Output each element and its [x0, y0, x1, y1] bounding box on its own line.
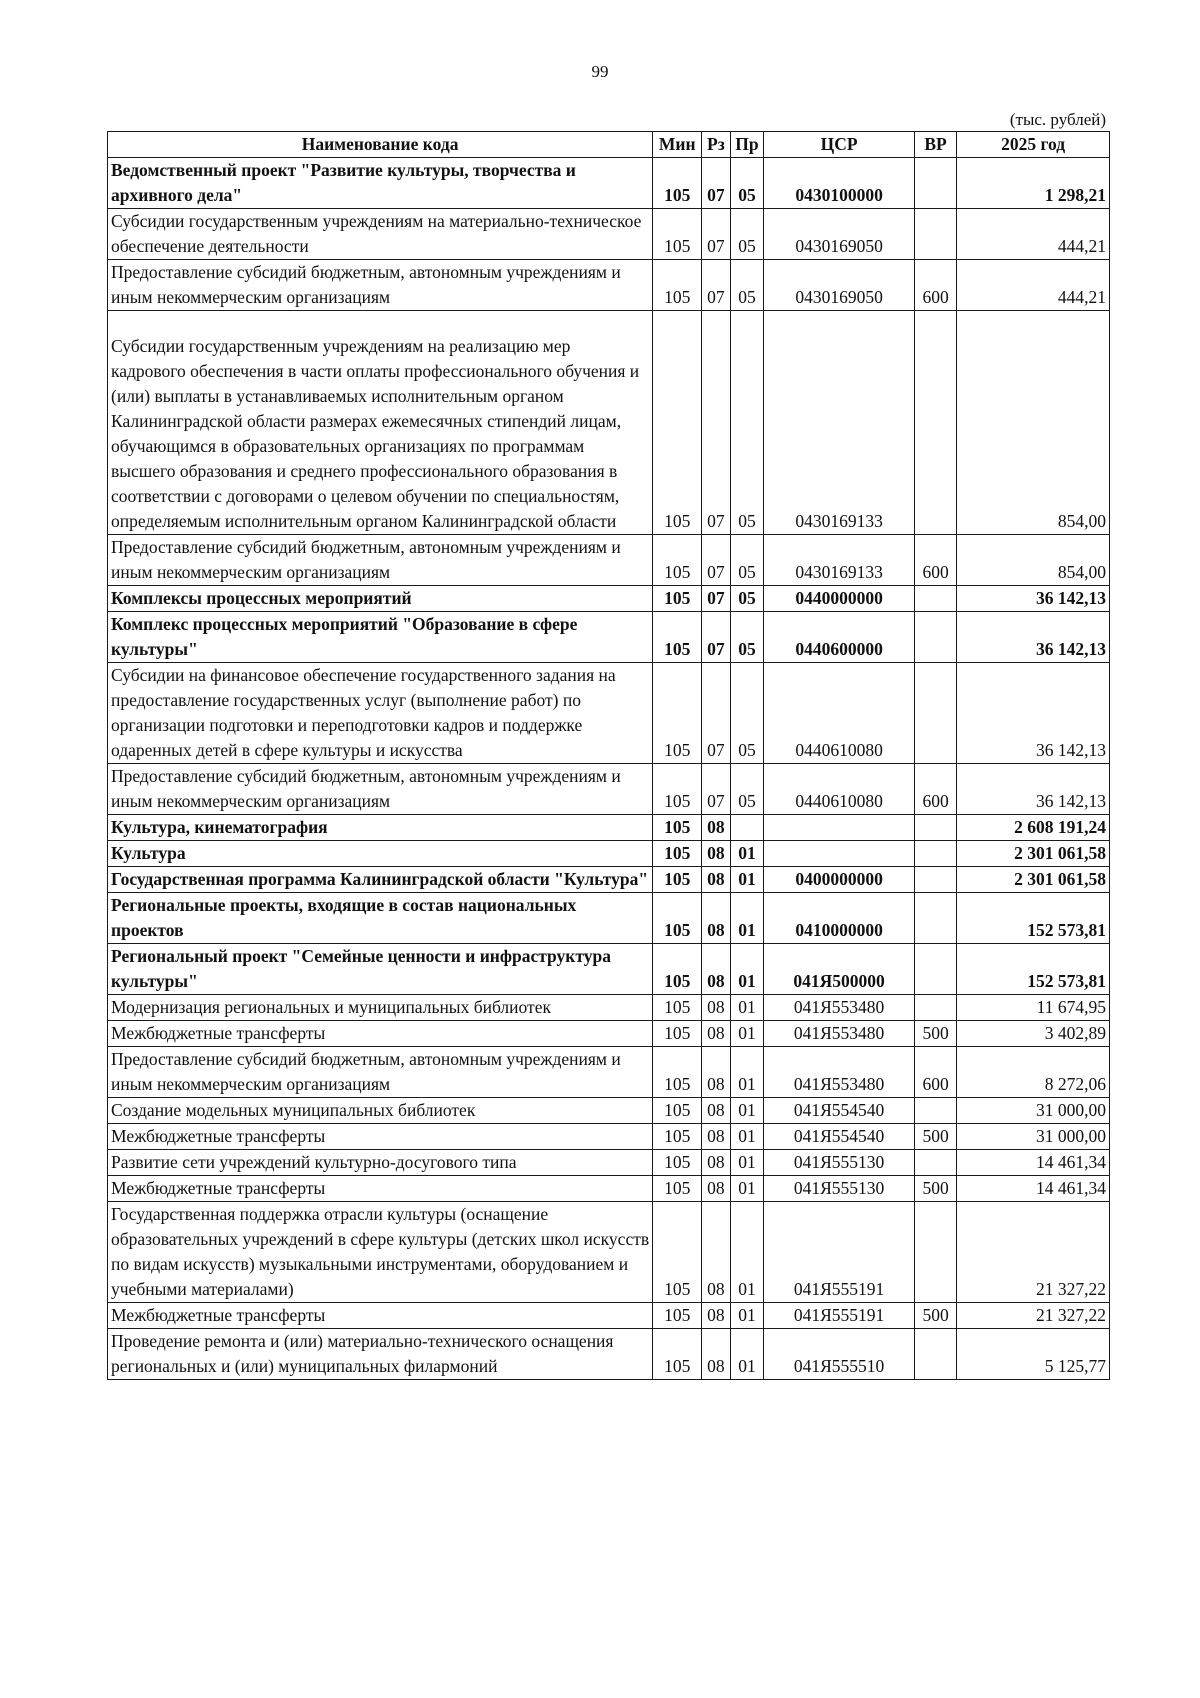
cell-pr: 01	[730, 893, 764, 944]
cell-amount: 2 301 061,58	[957, 867, 1110, 893]
cell-rz: 08	[702, 815, 730, 841]
cell-rz: 08	[702, 1150, 730, 1176]
cell-csr: 041Я553480	[764, 995, 914, 1021]
cell-csr: 041Я500000	[764, 944, 914, 995]
cell-vr	[914, 311, 957, 535]
cell-name: Субсидии государственным учреждениям на реализацию мер кадрового обеспечения в части оплаты профессионального обучения и (или) выплаты в устанавливаемых исполнительным органом Калининградской области размерах ежемесячных стипендий лицам, обучающимся в образовательных организациях по программам высшего образования и среднего профессионального образования в соответствии с договорами о целевом обучении по специальностям, определяемым исполнительным органом Калининградской области	[108, 311, 653, 535]
cell-pr: 01	[730, 1047, 764, 1098]
cell-min: 105	[653, 209, 702, 260]
cell-rz: 08	[702, 1124, 730, 1150]
units-label: (тыс. рублей)	[1009, 110, 1106, 129]
cell-min: 105	[653, 1021, 702, 1047]
cell-pr: 05	[730, 158, 764, 209]
cell-amount: 2 301 061,58	[957, 841, 1110, 867]
cell-vr	[914, 944, 957, 995]
cell-amount: 444,21	[957, 209, 1110, 260]
cell-amount: 11 674,95	[957, 995, 1110, 1021]
table-row	[108, 209, 1110, 260]
cell-name: Проведение ремонта и (или) материально-технического оснащения региональных и (или) муниципальных филармоний	[108, 1329, 653, 1380]
cell-name: Предоставление субсидий бюджетным, автономным учреждениям и иным некоммерческим организациям	[108, 260, 653, 311]
cell-amount: 21 327,22	[957, 1303, 1110, 1329]
cell-rz: 08	[702, 841, 730, 867]
cell-vr: 500	[914, 1124, 957, 1150]
cell-rz: 08	[702, 995, 730, 1021]
cell-rz: 07	[702, 260, 730, 311]
cell-pr: 05	[730, 612, 764, 663]
cell-amount: 21 327,22	[957, 1202, 1110, 1303]
cell-name: Предоставление субсидий бюджетным, автономным учреждениям и иным некоммерческим организациям	[108, 1047, 653, 1098]
cell-min: 105	[653, 311, 702, 535]
cell-csr: 041Я555130	[764, 1150, 914, 1176]
cell-min: 105	[653, 1047, 702, 1098]
table-row	[108, 893, 1110, 944]
cell-csr: 0430169133	[764, 311, 914, 535]
cell-amount: 5 125,77	[957, 1329, 1110, 1380]
cell-amount: 8 272,06	[957, 1047, 1110, 1098]
table-row	[108, 1124, 1110, 1150]
cell-vr: 500	[914, 1303, 957, 1329]
header-name: Наименование кода	[108, 132, 653, 158]
cell-rz: 07	[702, 209, 730, 260]
cell-pr: 01	[730, 1202, 764, 1303]
cell-vr	[914, 867, 957, 893]
cell-name: Межбюджетные трансферты	[108, 1303, 653, 1329]
cell-min: 105	[653, 1176, 702, 1202]
cell-rz: 08	[702, 1303, 730, 1329]
cell-min: 105	[653, 995, 702, 1021]
cell-rz: 08	[702, 1176, 730, 1202]
table-row	[108, 1303, 1110, 1329]
cell-amount: 2 608 191,24	[957, 815, 1110, 841]
cell-rz: 07	[702, 586, 730, 612]
table-row	[108, 1150, 1110, 1176]
cell-amount: 14 461,34	[957, 1150, 1110, 1176]
table-row	[108, 663, 1110, 764]
cell-min: 105	[653, 158, 702, 209]
cell-amount: 36 142,13	[957, 663, 1110, 764]
cell-pr: 01	[730, 1150, 764, 1176]
cell-rz: 07	[702, 764, 730, 815]
cell-rz: 08	[702, 1021, 730, 1047]
cell-amount: 854,00	[957, 311, 1110, 535]
cell-csr: 0440000000	[764, 586, 914, 612]
cell-name: Государственная программа Калининградской области "Культура"	[108, 867, 653, 893]
cell-min: 105	[653, 1329, 702, 1380]
cell-name: Создание модельных муниципальных библиотек	[108, 1098, 653, 1124]
cell-name: Межбюджетные трансферты	[108, 1021, 653, 1047]
cell-csr: 0430169133	[764, 535, 914, 586]
cell-csr: 041Я555130	[764, 1176, 914, 1202]
cell-amount: 36 142,13	[957, 612, 1110, 663]
cell-pr: 01	[730, 995, 764, 1021]
cell-amount: 31 000,00	[957, 1124, 1110, 1150]
header-row	[108, 132, 1110, 158]
table-row	[108, 158, 1110, 209]
header-pr: Пр	[730, 132, 764, 158]
header-csr: ЦСР	[764, 132, 914, 158]
table-row	[108, 995, 1110, 1021]
table-row	[108, 535, 1110, 586]
cell-pr: 05	[730, 663, 764, 764]
cell-vr: 600	[914, 1047, 957, 1098]
budget-table	[107, 131, 1110, 1380]
cell-amount: 14 461,34	[957, 1176, 1110, 1202]
cell-pr: 01	[730, 1303, 764, 1329]
cell-vr: 600	[914, 260, 957, 311]
cell-name: Региональные проекты, входящие в состав национальных проектов	[108, 893, 653, 944]
cell-vr	[914, 612, 957, 663]
table-row	[108, 815, 1110, 841]
cell-name: Ведомственный проект "Развитие культуры, творчества и архивного дела"	[108, 158, 653, 209]
cell-csr: 0410000000	[764, 893, 914, 944]
cell-pr	[730, 815, 764, 841]
cell-csr: 041Я555191	[764, 1303, 914, 1329]
table-row	[108, 1021, 1110, 1047]
cell-amount: 854,00	[957, 535, 1110, 586]
cell-min: 105	[653, 841, 702, 867]
cell-name: Предоставление субсидий бюджетным, автономным учреждениям и иным некоммерческим организациям	[108, 764, 653, 815]
cell-amount: 3 402,89	[957, 1021, 1110, 1047]
cell-rz: 08	[702, 944, 730, 995]
cell-vr: 600	[914, 764, 957, 815]
cell-min: 105	[653, 535, 702, 586]
header-vr: ВР	[914, 132, 957, 158]
cell-vr	[914, 158, 957, 209]
cell-min: 105	[653, 260, 702, 311]
cell-csr: 0430169050	[764, 209, 914, 260]
cell-pr: 05	[730, 311, 764, 535]
cell-amount: 152 573,81	[957, 893, 1110, 944]
table-row	[108, 944, 1110, 995]
cell-pr: 05	[730, 209, 764, 260]
cell-rz: 08	[702, 1329, 730, 1380]
table-row	[108, 1329, 1110, 1380]
cell-rz: 07	[702, 311, 730, 535]
cell-min: 105	[653, 586, 702, 612]
table-row	[108, 841, 1110, 867]
cell-csr: 041Я555191	[764, 1202, 914, 1303]
cell-vr	[914, 1329, 957, 1380]
table-row	[108, 586, 1110, 612]
cell-name: Модернизация региональных и муниципальных библиотек	[108, 995, 653, 1021]
cell-csr: 0430100000	[764, 158, 914, 209]
cell-pr: 05	[730, 535, 764, 586]
cell-name: Межбюджетные трансферты	[108, 1124, 653, 1150]
cell-name: Предоставление субсидий бюджетным, автономным учреждениям и иным некоммерческим организациям	[108, 535, 653, 586]
cell-rz: 07	[702, 612, 730, 663]
page-number: 99	[591, 62, 609, 81]
cell-pr: 01	[730, 944, 764, 995]
cell-pr: 01	[730, 867, 764, 893]
cell-min: 105	[653, 764, 702, 815]
cell-name: Культура	[108, 841, 653, 867]
cell-min: 105	[653, 944, 702, 995]
table-row	[108, 867, 1110, 893]
cell-vr	[914, 586, 957, 612]
cell-pr: 01	[730, 1098, 764, 1124]
table-row	[108, 1098, 1110, 1124]
cell-vr	[914, 1150, 957, 1176]
cell-amount: 444,21	[957, 260, 1110, 311]
cell-vr: 600	[914, 535, 957, 586]
table-row	[108, 1047, 1110, 1098]
cell-vr	[914, 815, 957, 841]
cell-min: 105	[653, 1202, 702, 1303]
cell-csr: 041Я553480	[764, 1021, 914, 1047]
cell-vr	[914, 1098, 957, 1124]
cell-csr: 0440600000	[764, 612, 914, 663]
cell-csr: 0400000000	[764, 867, 914, 893]
cell-name: Межбюджетные трансферты	[108, 1176, 653, 1202]
cell-pr: 01	[730, 1124, 764, 1150]
cell-vr: 500	[914, 1176, 957, 1202]
cell-amount: 36 142,13	[957, 586, 1110, 612]
header-rz: Рз	[702, 132, 730, 158]
cell-min: 105	[653, 1150, 702, 1176]
cell-amount: 31 000,00	[957, 1098, 1110, 1124]
cell-min: 105	[653, 815, 702, 841]
cell-rz: 07	[702, 663, 730, 764]
cell-csr: 041Я554540	[764, 1098, 914, 1124]
cell-vr	[914, 841, 957, 867]
cell-name: Региональный проект "Семейные ценности и инфраструктура культуры"	[108, 944, 653, 995]
cell-min: 105	[653, 867, 702, 893]
cell-rz: 08	[702, 1098, 730, 1124]
header-min: Мин	[653, 132, 702, 158]
cell-vr	[914, 995, 957, 1021]
cell-rz: 07	[702, 535, 730, 586]
table-row	[108, 260, 1110, 311]
cell-min: 105	[653, 893, 702, 944]
cell-amount: 36 142,13	[957, 764, 1110, 815]
cell-vr	[914, 1202, 957, 1303]
table-row	[108, 764, 1110, 815]
cell-vr: 500	[914, 1021, 957, 1047]
cell-min: 105	[653, 1124, 702, 1150]
cell-rz: 08	[702, 1047, 730, 1098]
cell-pr: 05	[730, 764, 764, 815]
cell-pr: 05	[730, 260, 764, 311]
cell-name: Комплексы процессных мероприятий	[108, 586, 653, 612]
cell-name: Субсидии государственным учреждениям на материально-техническое обеспечение деятельности	[108, 209, 653, 260]
cell-pr: 01	[730, 841, 764, 867]
cell-vr	[914, 663, 957, 764]
cell-rz: 08	[702, 1202, 730, 1303]
table-body	[108, 158, 1110, 1380]
table-row	[108, 1176, 1110, 1202]
table-row	[108, 1202, 1110, 1303]
cell-min: 105	[653, 1303, 702, 1329]
cell-rz: 07	[702, 158, 730, 209]
cell-name: Комплекс процессных мероприятий "Образование в сфере культуры"	[108, 612, 653, 663]
cell-min: 105	[653, 612, 702, 663]
cell-csr: 041Я554540	[764, 1124, 914, 1150]
cell-min: 105	[653, 663, 702, 764]
cell-csr: 0440610080	[764, 663, 914, 764]
cell-amount: 152 573,81	[957, 944, 1110, 995]
cell-pr: 01	[730, 1021, 764, 1047]
cell-name: Культура, кинематография	[108, 815, 653, 841]
cell-rz: 08	[702, 867, 730, 893]
cell-vr	[914, 893, 957, 944]
cell-csr	[764, 841, 914, 867]
cell-amount: 1 298,21	[957, 158, 1110, 209]
cell-vr	[914, 209, 957, 260]
cell-name: Государственная поддержка отрасли культуры (оснащение образовательных учреждений в сфере культуры (детских школ искусств по видам искусств) музыкальными инструментами, оборудованием и учебными материалами)	[108, 1202, 653, 1303]
cell-csr: 0440610080	[764, 764, 914, 815]
cell-csr: 0430169050	[764, 260, 914, 311]
cell-pr: 05	[730, 586, 764, 612]
header-year: 2025 год	[957, 132, 1110, 158]
cell-csr: 041Я553480	[764, 1047, 914, 1098]
cell-pr: 01	[730, 1176, 764, 1202]
cell-pr: 01	[730, 1329, 764, 1380]
cell-min: 105	[653, 1098, 702, 1124]
cell-csr: 041Я555510	[764, 1329, 914, 1380]
cell-name: Развитие сети учреждений культурно-досугового типа	[108, 1150, 653, 1176]
cell-name: Субсидии на финансовое обеспечение государственного задания на предоставление государственных услуг (выполнение работ) по организации подготовки и переподготовки кадров и поддержке одаренных детей в сфере культуры и искусства	[108, 663, 653, 764]
cell-rz: 08	[702, 893, 730, 944]
table-row	[108, 612, 1110, 663]
cell-csr	[764, 815, 914, 841]
table-row	[108, 311, 1110, 535]
